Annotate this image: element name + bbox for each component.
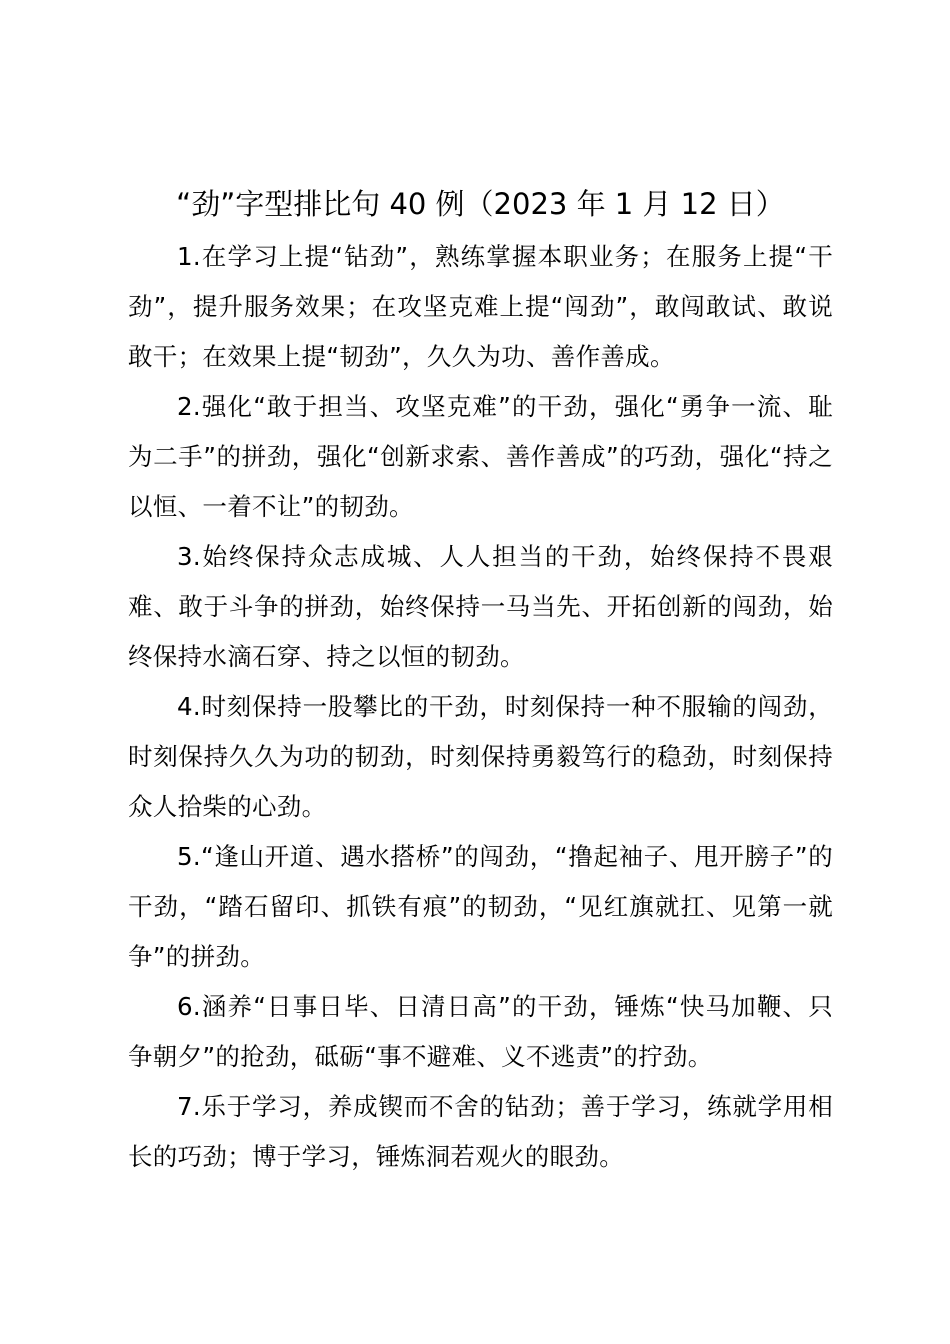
document-body bbox=[128, 232, 833, 1182]
paragraph-4: 4.时刻保持一股攀比的干劲，时刻保持一种不服输的闯劲，时刻保持久久为功的韧劲，时刻保持勇毅笃行的稳劲，时刻保持众人拾柴的心劲。 bbox=[128, 692, 833, 821]
paragraph-2: 2.强化“敢于担当、攻坚克难”的干劲，强化“勇争一流、耻为二手”的拼劲，强化“创新求索、善作善成”的巧劲，强化“持之以恒、一着不让”的韧劲。 bbox=[128, 392, 833, 521]
paragraph-5: 5.“逢山开道、遇水搭桥”的闯劲，“撸起袖子、甩开膀子”的干劲，“踏石留印、抓铁有痕”的韧劲，“见红旗就扛、见第一就争”的拼劲。 bbox=[128, 842, 833, 971]
paragraph-3: 3.始终保持众志成城、人人担当的干劲，始终保持不畏艰难、敢于斗争的拼劲，始终保持一马当先、开拓创新的闯劲，始终保持水滴石穿、持之以恒的韧劲。 bbox=[128, 542, 833, 671]
document-title: “劲”字型排比句 40 例（2023 年 1 月 12 日） bbox=[176, 187, 785, 221]
paragraph-1: 1.在学习上提“钻劲”，熟练掌握本职业务；在服务上提“干劲”，提升服务效果；在攻坚克难上提“闯劲”，敢闯敢试、敢说敢干；在效果上提“韧劲”，久久为功、善作善成。 bbox=[128, 242, 833, 371]
paragraph-7: 7.乐于学习，养成锲而不舍的钻劲；善于学习，练就学用相长的巧劲；博于学习，锤炼洞若观火的眼劲。 bbox=[128, 1092, 833, 1171]
paragraph-6: 6.涵养“日事日毕、日清日高”的干劲，锤炼“快马加鞭、只争朝夕”的抢劲，砥砺“事不避难、义不逃责”的拧劲。 bbox=[128, 992, 833, 1071]
